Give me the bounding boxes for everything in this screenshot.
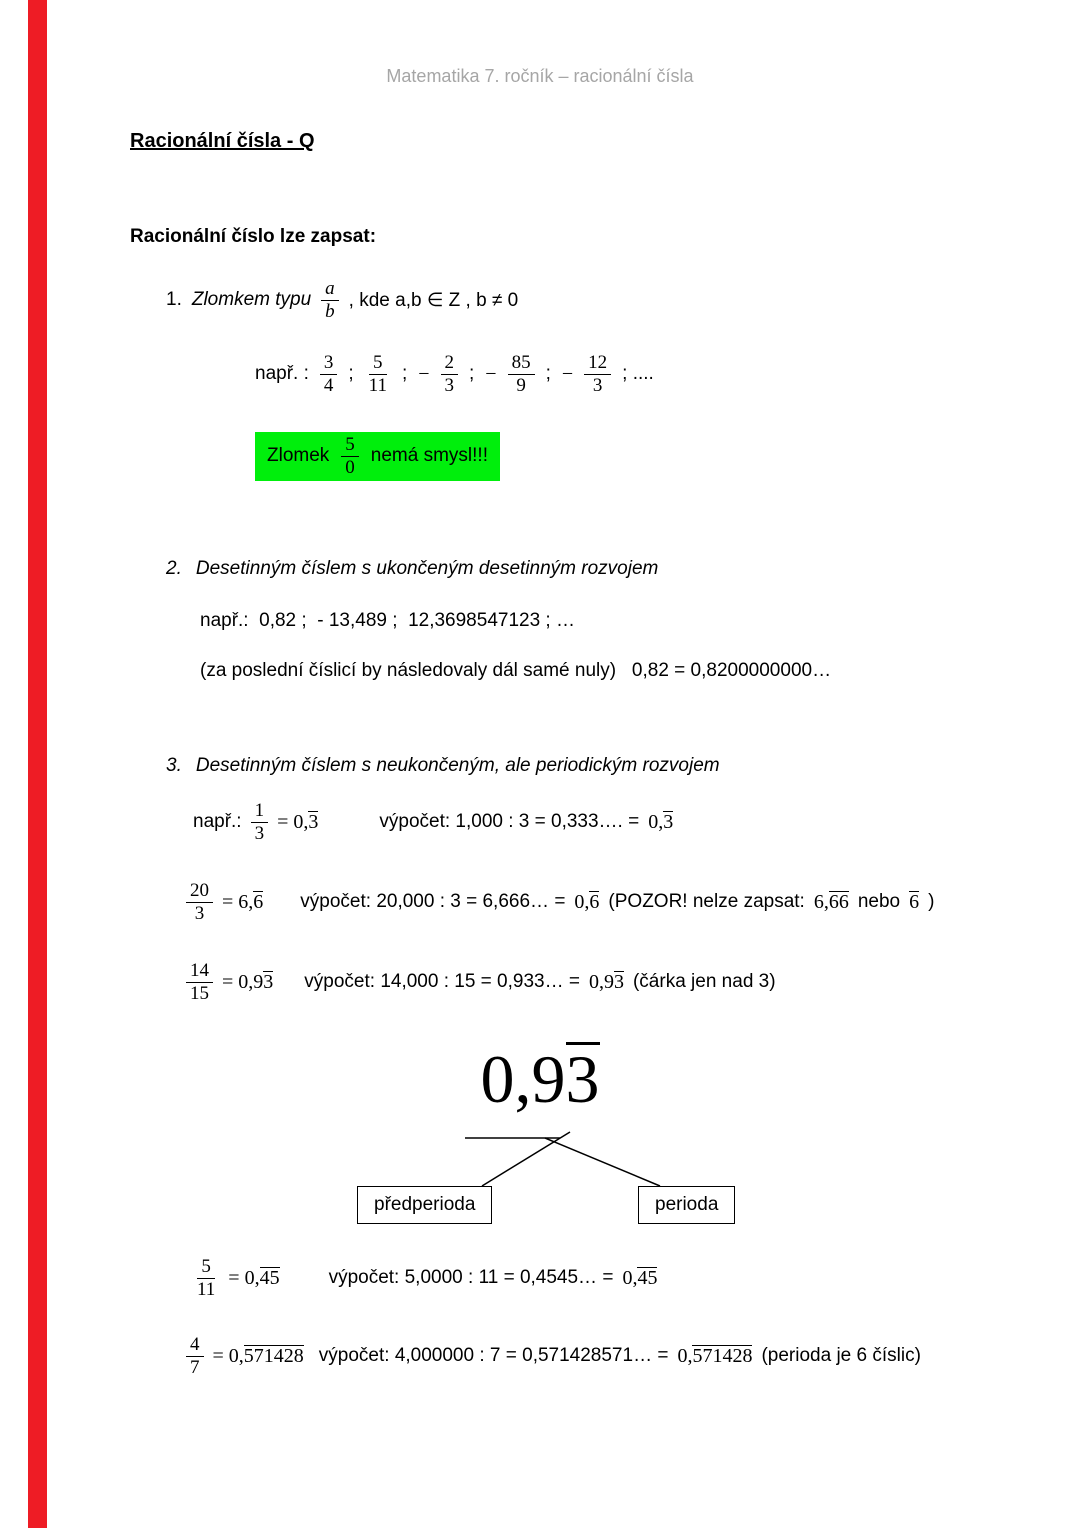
line3-tail: (čárka jen nad 3) <box>632 971 776 993</box>
calc-result <box>574 891 599 914</box>
result-prefix: = 0, <box>277 810 309 833</box>
item2-number: 2. <box>166 558 182 579</box>
overline-digits: 66 <box>828 890 849 913</box>
result-prefix: 0, <box>677 1344 693 1367</box>
result-prefix: 0, <box>574 890 590 913</box>
fraction-numerator: 5 <box>197 1256 215 1279</box>
separator: ; <box>469 363 475 385</box>
overline-digits: 3 <box>613 970 624 993</box>
fraction-denominator: 3 <box>444 374 455 396</box>
example-fraction <box>320 352 338 397</box>
example-fraction <box>441 352 459 397</box>
result-expression <box>228 1267 279 1290</box>
item2-examples-line <box>200 610 575 632</box>
result-expression <box>222 891 263 914</box>
intro-heading: Racionální číslo lze zapsat: <box>130 226 377 247</box>
example-label: např.: <box>193 811 242 833</box>
item1-examples <box>255 352 654 397</box>
result-prefix: = 0, <box>212 1344 244 1367</box>
warning-lead: Zlomek <box>267 445 330 467</box>
overline-digits: 3 <box>308 810 319 833</box>
big-number-prefix: 0,9 <box>480 1041 566 1117</box>
zero-denominator-warning <box>255 432 500 481</box>
example-fraction <box>365 352 391 397</box>
calc-text: výpočet: 5,0000 : 11 = 0,4545… = <box>328 1267 614 1289</box>
fraction-denominator: 15 <box>190 982 209 1004</box>
fraction-numerator: 4 <box>186 1334 204 1357</box>
big-periodic-number <box>0 1042 1080 1117</box>
fraction-denominator: 11 <box>368 374 387 396</box>
diagonal-to-predperioda <box>482 1132 570 1186</box>
item1-line <box>166 278 518 323</box>
examples-label: např. : <box>255 363 309 385</box>
red-accent-bar <box>28 0 47 1528</box>
calc-result <box>589 971 624 994</box>
fraction-numerator: 5 <box>369 352 387 375</box>
example-fraction <box>508 352 535 397</box>
warning-fraction <box>341 434 359 479</box>
separator: ; <box>348 363 354 385</box>
annotation-lines <box>420 1120 720 1195</box>
fraction-numerator: 1 <box>251 800 269 823</box>
fraction-denominator: 3 <box>194 902 205 924</box>
fraction-a-b <box>321 278 339 323</box>
warning-row <box>255 432 500 481</box>
wrong-notation-2 <box>909 891 919 914</box>
overline-digits: 6 <box>589 890 600 913</box>
periodic-line-1 <box>193 800 673 845</box>
pozor-close: ) <box>928 891 935 913</box>
pozor-mid: nebo <box>857 891 901 913</box>
result-prefix: = 6, <box>222 890 254 913</box>
fraction-denominator: 0 <box>345 456 355 478</box>
fraction-denominator: 3 <box>254 822 265 844</box>
periodic-line-3 <box>186 960 776 1005</box>
item2-note: (za poslední číslicí by následovaly dál samé nuly) 0,82 = 0,8200000000… <box>200 660 832 681</box>
item1-lead: Zlomkem typu <box>191 289 312 311</box>
page-header: Matematika 7. ročník – racionální čísla <box>386 66 694 86</box>
periodic-line-2 <box>186 880 934 925</box>
wrong-notation-1 <box>814 891 849 914</box>
fraction <box>186 960 213 1005</box>
overline-digits: 45 <box>259 1266 280 1289</box>
separator: ; <box>401 363 408 385</box>
fraction-numerator: a <box>321 278 339 301</box>
fraction-numerator: 3 <box>320 352 338 375</box>
predperioda-box: předperioda <box>357 1186 492 1224</box>
examples-trailing: ; .... <box>622 363 654 385</box>
warning-text: nemá smysl!!! <box>370 445 488 467</box>
item2-note-line <box>200 660 831 682</box>
result-prefix: 0, <box>648 810 664 833</box>
result-prefix: 6, <box>813 890 829 913</box>
item1-number: 1. <box>166 289 182 311</box>
fraction-denominator: 11 <box>197 1278 216 1300</box>
overline-digits: 6 <box>909 890 920 913</box>
overline-digits: 45 <box>637 1266 658 1289</box>
line5-tail: (perioda je 6 číslic) <box>761 1345 921 1367</box>
item2-examples: např.: 0,82 ; - 13,489 ; 12,3698547123 ; … <box>200 610 575 631</box>
separator: ; <box>545 363 551 385</box>
item3-heading: Desetinným číslem s neukončeným, ale periodickým rozvojem <box>195 755 720 776</box>
result-prefix: = 0, <box>228 1266 260 1289</box>
item2-heading-line <box>166 558 658 580</box>
result-expression <box>222 971 273 994</box>
calc-text: výpočet: 14,000 : 15 = 0,933… = <box>304 971 580 993</box>
fraction-denominator: b <box>325 300 335 322</box>
fraction <box>186 1334 204 1379</box>
fraction-denominator: 4 <box>323 374 334 396</box>
fraction-denominator: 9 <box>516 374 526 396</box>
perioda-box: perioda <box>638 1186 735 1224</box>
fraction-sign: − <box>561 362 574 385</box>
result-prefix: 0,9 <box>588 970 614 993</box>
overline-digits: 6 <box>253 890 264 913</box>
calc-result <box>677 1345 752 1368</box>
fraction-numerator: 5 <box>341 434 359 457</box>
periodic-line-4 <box>193 1256 657 1301</box>
item3-number: 3. <box>166 755 182 776</box>
calc-text: výpočet: 1,000 : 3 = 0,333…. = <box>379 811 640 833</box>
fraction <box>251 800 269 845</box>
result-expression <box>277 811 318 834</box>
overline-digits: 571428 <box>243 1344 304 1367</box>
fraction <box>193 1256 219 1301</box>
fraction-sign: − <box>418 362 430 385</box>
periodic-line-5 <box>186 1334 921 1379</box>
fraction-numerator: 2 <box>441 352 459 375</box>
overline-digits: 571428 <box>692 1344 753 1367</box>
fraction-sign: − <box>485 362 497 385</box>
fraction-numerator: 85 <box>508 352 535 375</box>
fraction-denominator: 7 <box>190 1356 200 1378</box>
example-fraction <box>584 352 611 397</box>
result-prefix: 0, <box>622 1266 638 1289</box>
calc-result <box>622 1267 657 1290</box>
result-prefix: = 0,9 <box>222 970 264 993</box>
fraction-numerator: 14 <box>186 960 213 983</box>
result-expression <box>213 1345 304 1368</box>
fraction-numerator: 20 <box>186 880 213 903</box>
fraction-numerator: 12 <box>584 352 611 375</box>
fraction-denominator: 3 <box>592 374 603 396</box>
diagonal-to-perioda <box>545 1138 660 1186</box>
doc-title: Racionální čísla - Q <box>130 130 315 152</box>
item2-heading: Desetinným číslem s ukončeným desetinným rozvojem <box>195 558 659 579</box>
fraction <box>186 880 213 925</box>
big-overline-digit: 3 <box>565 1041 600 1117</box>
item1-tail: , kde a,b ∈ Z , b ≠ 0 <box>348 289 519 311</box>
pozor-open: (POZOR! nelze zapsat: <box>608 891 805 913</box>
item3-heading-line <box>166 755 720 777</box>
calc-result <box>648 811 673 834</box>
calc-text: výpočet: 20,000 : 3 = 6,666… = <box>300 891 566 913</box>
overline-digits: 3 <box>263 970 274 993</box>
calc-text: výpočet: 4,000000 : 7 = 0,571428571… = <box>318 1345 669 1367</box>
overline-digits: 3 <box>663 810 674 833</box>
